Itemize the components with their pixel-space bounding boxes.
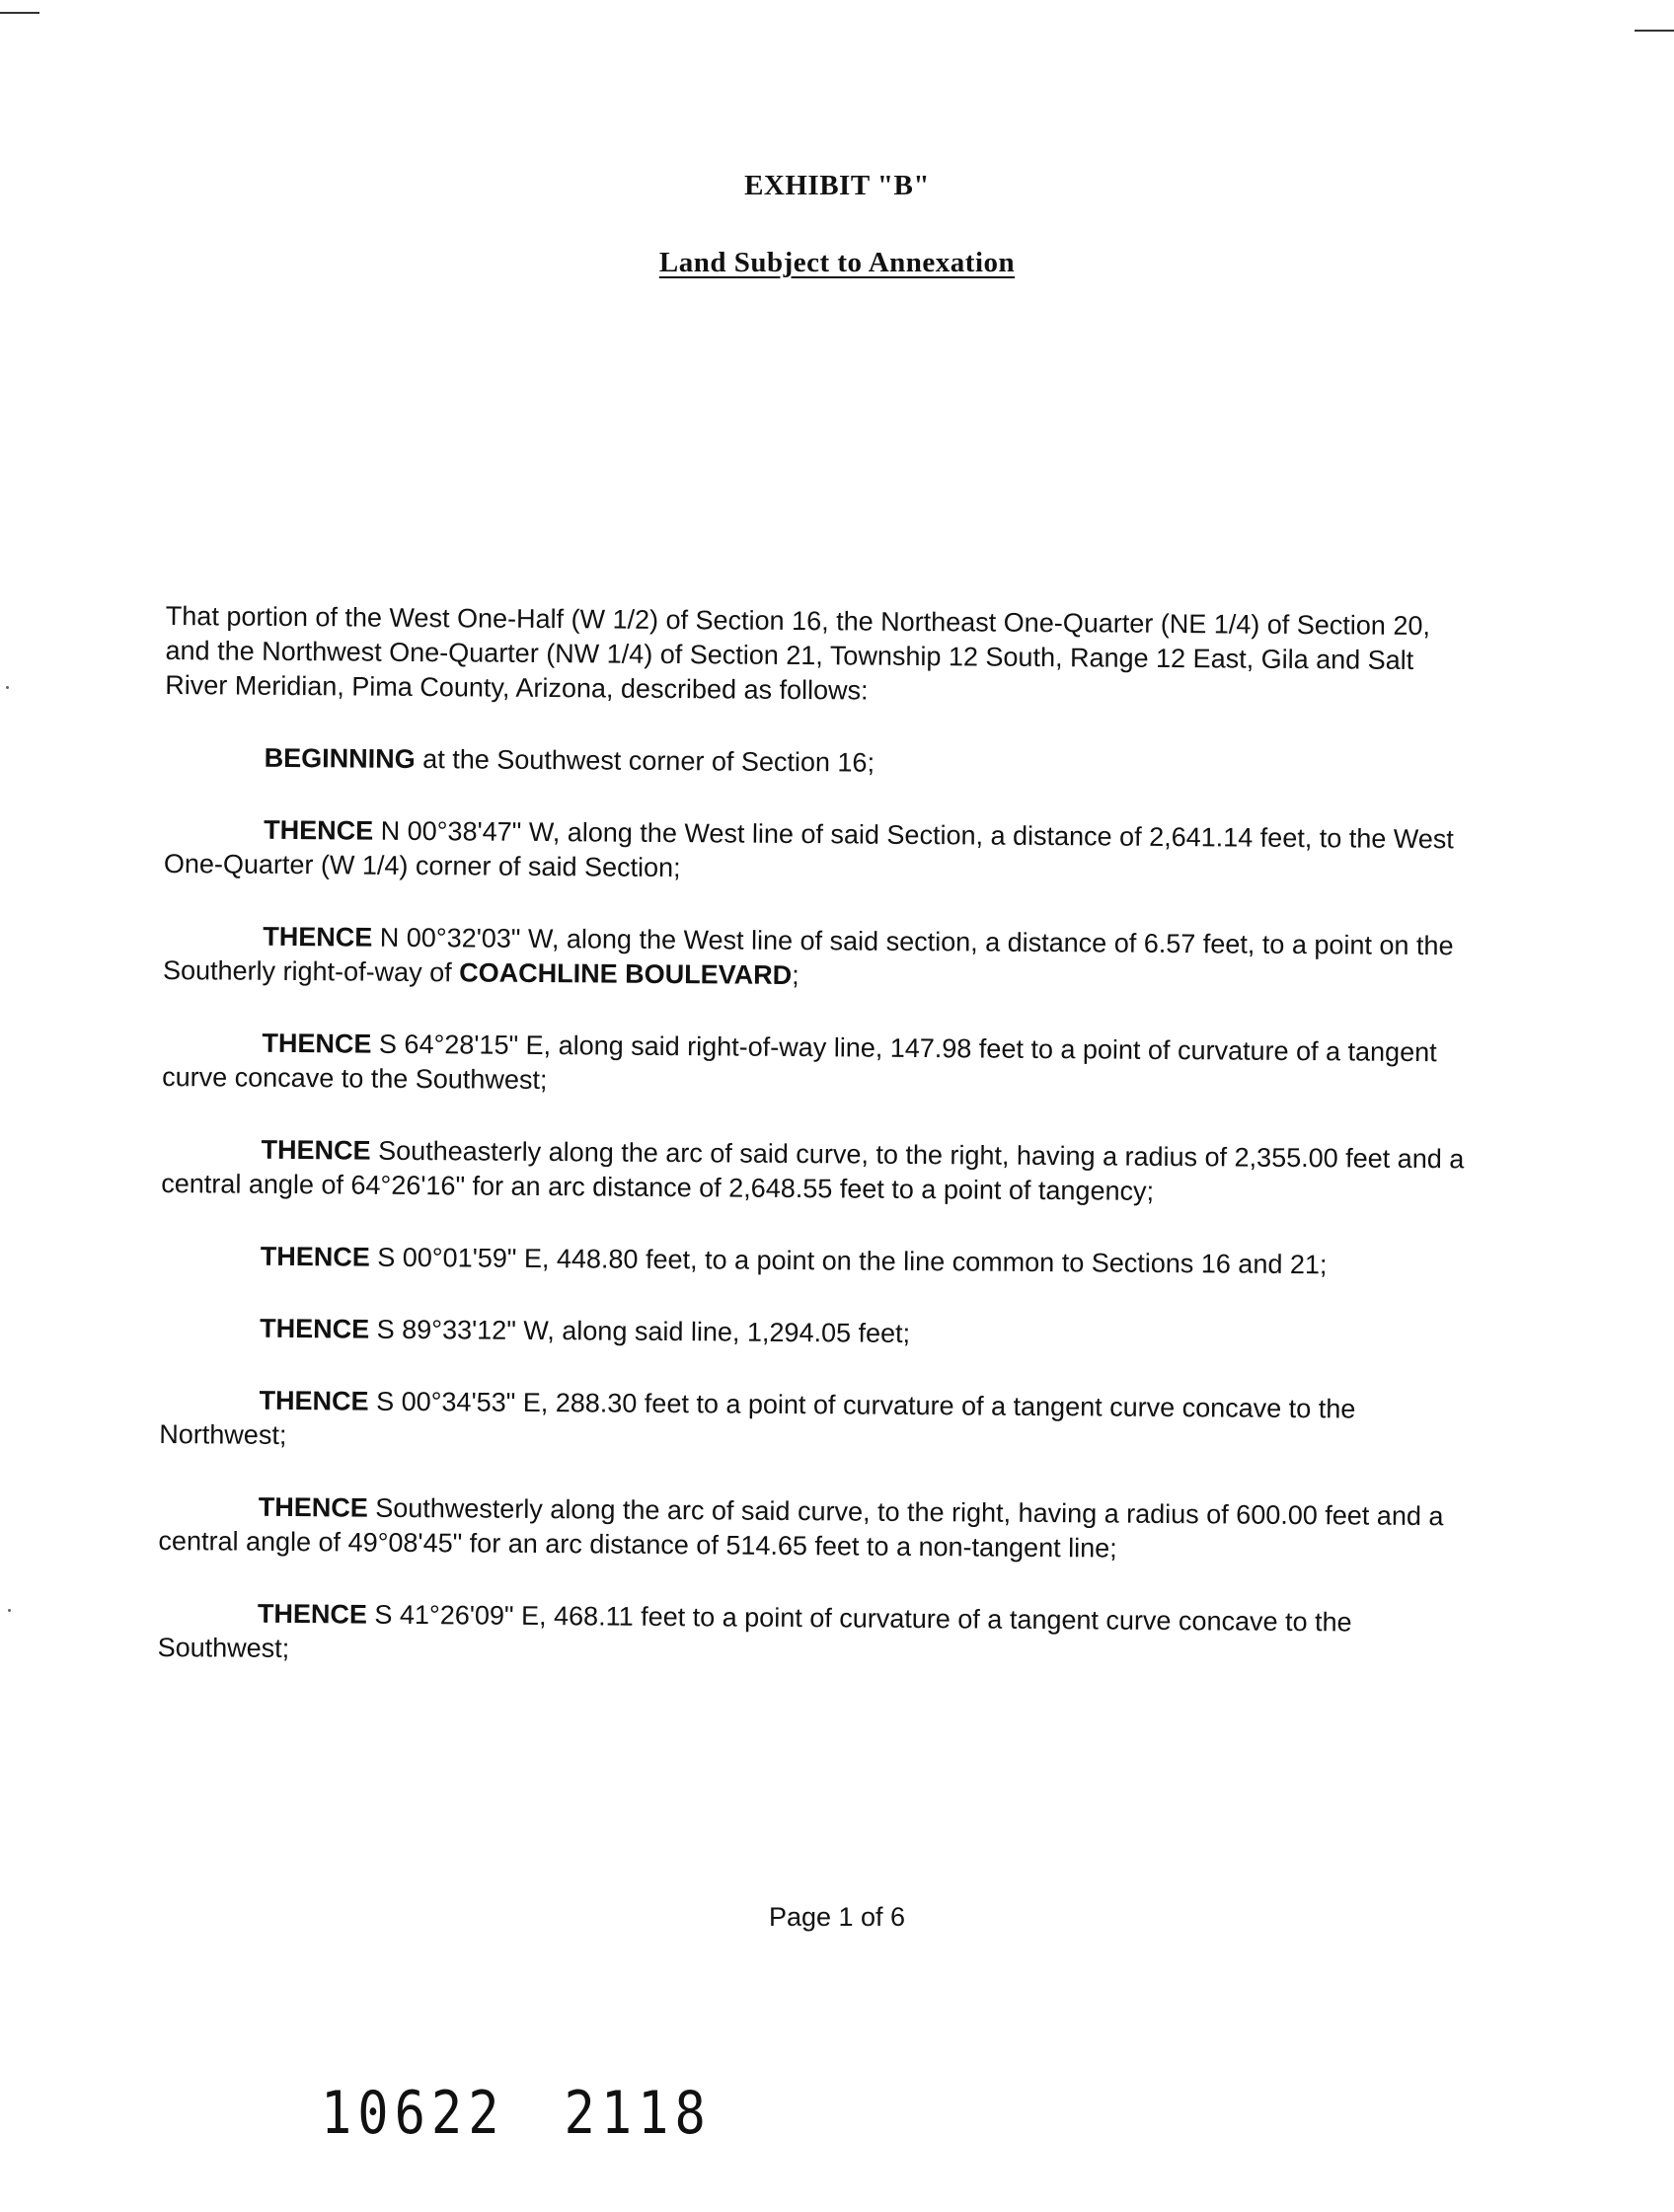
call-keyword: THENCE [257,1598,368,1630]
legal-description [157,599,1471,1713]
call-text: at the Southwest corner of Section 16; [415,743,875,778]
call-keyword: THENCE [260,1241,370,1272]
call-paragraph [163,919,1469,998]
scan-edge-mark [1635,30,1674,32]
scan-edge-mark [0,12,39,14]
call-text: Southwesterly along the arc of said curve, to the right, having a radius of 600.00 feet and a central angle of 49°08'45" for an arc distance of 514.65 feet to a non-tangent line; [158,1492,1444,1564]
call-keyword: THENCE [259,1385,369,1416]
call-paragraph [161,1132,1467,1211]
call-keyword: THENCE [261,1134,371,1166]
call-keyword: THENCE [263,921,373,953]
document-subtitle: Land Subject to Annexation [658,247,1016,278]
scan-speck [6,686,9,689]
call-paragraph [162,1026,1468,1105]
call-keyword: THENCE [262,1028,372,1059]
call-keyword: THENCE [258,1491,368,1523]
call-paragraph [160,1311,1465,1355]
call-keyword: THENCE [260,1313,370,1344]
call-text-end: ; [792,959,799,991]
recording-stamp [321,2080,712,2148]
call-text: Southeasterly along the arc of said curve, to the right, having a radius of 2,355.00 feet and a central angle of 64°26'16" for an arc distance of 2,648.55 feet to a point of tangency; [161,1135,1465,1206]
call-text: S 41°26'09" E, 468.11 feet to a point of curvature of a tangent curve concave to the Southwest; [157,1599,1352,1664]
call-paragraph [161,1239,1466,1283]
call-text: N 00°32'03" W, along the West line of said section, a distance of 6.57 feet, to a point on the Southerly right-of-way of [162,922,1454,988]
call-text: S 00°01'59" E, 448.80 feet, to a point on the line common to Sections 16 and 21; [369,1242,1328,1280]
call-keyword: THENCE [264,814,374,846]
call-paragraph [158,1489,1464,1568]
call-keyword: BEGINNING [264,742,416,774]
road-name: COACHLINE BOULEVARD [459,957,793,990]
exhibit-title: EXHIBIT "B" [744,170,930,201]
call-text: S 64°28'15" E, along said right-of-way line, 147.98 feet to a point of curvature of a tangent curve concave to the Southwest; [162,1029,1437,1096]
docket-number: 10622 [321,2080,505,2148]
page-number: Page 1 of 6 [768,1902,906,1932]
intro-paragraph: That portion of the West One-Half (W 1/2) of Section 16, the Northeast One-Quarter (NE 1/4) of Section 20, and the Northwest One-Quarter (NW 1/4) of Section 21, Township 12 South, Range 12 East, Gila and Salt River Meridian, Pima County, Arizona, described as follows: [165,600,1431,706]
call-paragraph [158,1596,1464,1675]
call-paragraph [159,1383,1465,1462]
scan-speck [8,1609,11,1612]
call-text: S 00°34'53" E, 288.30 feet to a point of curvature of a tangent curve concave to the Northwest; [159,1386,1356,1450]
call-text: S 89°33'12" W, along said line, 1,294.05 feet; [369,1314,911,1348]
call-paragraph [165,740,1470,785]
call-text: N 00°38'47" W, along the West line of said Section, a distance of 2,641.14 feet, to the West One-Quarter (W 1/4) corner of said Section; [163,815,1454,883]
docket-page: 2118 [564,2080,712,2148]
call-paragraph [164,812,1470,891]
